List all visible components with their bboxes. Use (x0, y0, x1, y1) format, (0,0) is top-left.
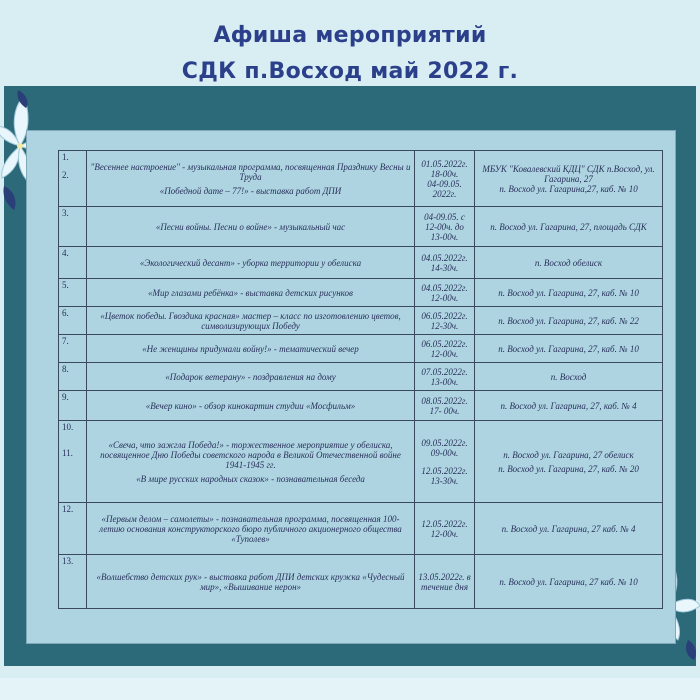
event-date: 13.05.2022г. в течение дня (415, 555, 475, 609)
event-date: 07.05.2022г. 13-00ч. (415, 363, 475, 391)
table-row (59, 555, 663, 609)
event-place: п. Восход ул. Гагарина, 27, площадь СДК (475, 207, 663, 247)
event-title: «Вечер кино» - обзор кинокартин студии «Мосфильм» (87, 391, 415, 421)
event-date: 12.05.2022г. 13-30ч. (421, 465, 468, 486)
table-row (59, 207, 663, 247)
row-number: 5. (59, 279, 87, 307)
row-number: 6. (59, 307, 87, 335)
row-number: 3. (59, 207, 87, 247)
event-date: 04-09.05. с 12-00ч. до 13-00ч. (415, 207, 475, 247)
table-row (59, 307, 663, 335)
page-title (0, 18, 700, 90)
event-date: 06.05.2022г. 12-30ч. (415, 307, 475, 335)
row-number: 7. (59, 335, 87, 363)
event-title: «Подарок ветерану» - поздравления на дому (87, 363, 415, 391)
title-line-2: СДК п.Восход май 2022 г. (181, 59, 519, 84)
row-number: 1. (62, 152, 69, 162)
event-place: п. Восход обелиск (475, 247, 663, 279)
events-table (58, 150, 663, 609)
event-title: «Свеча, что зажгла Победа!» - торжественное мероприятие у обелиска, посвященное Дню Победы советского народа в Великой Отечественной войне 1941-1945 гг. (100, 439, 401, 470)
event-title: «Не женщины придумали войну!» - тематический вечер (87, 335, 415, 363)
event-place: п. Восход ул. Гагарина, 27, каб. № 22 (475, 307, 663, 335)
event-place: п. Восход ул. Гагарина,27, каб. № 10 (499, 183, 638, 194)
bottom-strip (0, 666, 700, 700)
table-row (59, 279, 663, 307)
event-date: 08.05.2022г. 17- 00ч. (415, 391, 475, 421)
row-number: 13. (59, 555, 87, 609)
table-row (59, 247, 663, 279)
event-title: "Весеннее настроение" - музыкальная программа, посвященная Празднику Весны и Труда (90, 161, 411, 182)
event-date: 04-09.05. 2022г. (427, 178, 462, 199)
event-title: «Экологический десант» - уборка территории у обелиска (87, 247, 415, 279)
title-line-1: Афиша мероприятий (213, 23, 487, 48)
row-number: 12. (59, 503, 87, 555)
event-place: п. Восход ул. Гагарина, 27 каб. № 4 (475, 503, 663, 555)
event-place: п. Восход ул. Гагарина, 27, каб. № 20 (498, 463, 639, 474)
event-title: «Победной дате – 77!» - выставка работ ДПИ (159, 185, 342, 196)
row-number: 2. (62, 170, 69, 180)
event-title: «В мире русских народных сказок» - познавательная беседа (136, 473, 365, 484)
table-row (59, 421, 663, 503)
event-place: п. Восход ул. Гагарина, 27, каб. № 4 (475, 391, 663, 421)
event-place: п. Восход ул. Гагарина, 27 обелиск (503, 449, 634, 460)
table-row (59, 391, 663, 421)
row-number: 4. (59, 247, 87, 279)
table-row (59, 151, 663, 207)
event-place: МБУК "Ковалевский КДЦ" СДК п.Восход, ул. Гагарина, 27 (482, 163, 655, 184)
event-date: 06.05.2022г. 12-00ч. (415, 335, 475, 363)
row-number: 11. (62, 448, 73, 458)
event-title: «Первым делом – самолеты» - познавательная программа, посвященная 100-летию основания конструкторского бюро публичного акционерного общества «Туполев» (87, 503, 415, 555)
table-row (59, 503, 663, 555)
row-number: 9. (59, 391, 87, 421)
event-date: 01.05.2022г. 18-00ч. (421, 158, 468, 179)
event-date: 04.05.2022г. 14-30ч. (415, 247, 475, 279)
event-place: п. Восход (475, 363, 663, 391)
event-title: «Мир глазами ребёнка» - выставка детских рисунков (87, 279, 415, 307)
event-place: п. Восход ул. Гагарина, 27 каб. № 10 (475, 555, 663, 609)
row-number: 8. (59, 363, 87, 391)
table-row (59, 363, 663, 391)
event-title: «Песни войны. Песни о войне» - музыкальный час (87, 207, 415, 247)
table-row (59, 335, 663, 363)
event-date: 09.05.2022г. 09-00ч. (421, 437, 468, 458)
row-number: 10. (62, 422, 74, 432)
event-date: 04.05.2022г. 12-00ч. (415, 279, 475, 307)
event-date: 12.05.2022г. 12-00ч. (415, 503, 475, 555)
event-place: п. Восход ул. Гагарина, 27, каб. № 10 (475, 335, 663, 363)
event-place: п. Восход ул. Гагарина, 27, каб. № 10 (475, 279, 663, 307)
event-title: «Цветок победы. Гвоздика красная» мастер – класс по изготовлению цветов, символизирующих Победу (87, 307, 415, 335)
event-title: «Волшебство детских рук» - выставка работ ДПИ детских кружка «Чудесный мир», «Вышивание нерон» (87, 555, 415, 609)
